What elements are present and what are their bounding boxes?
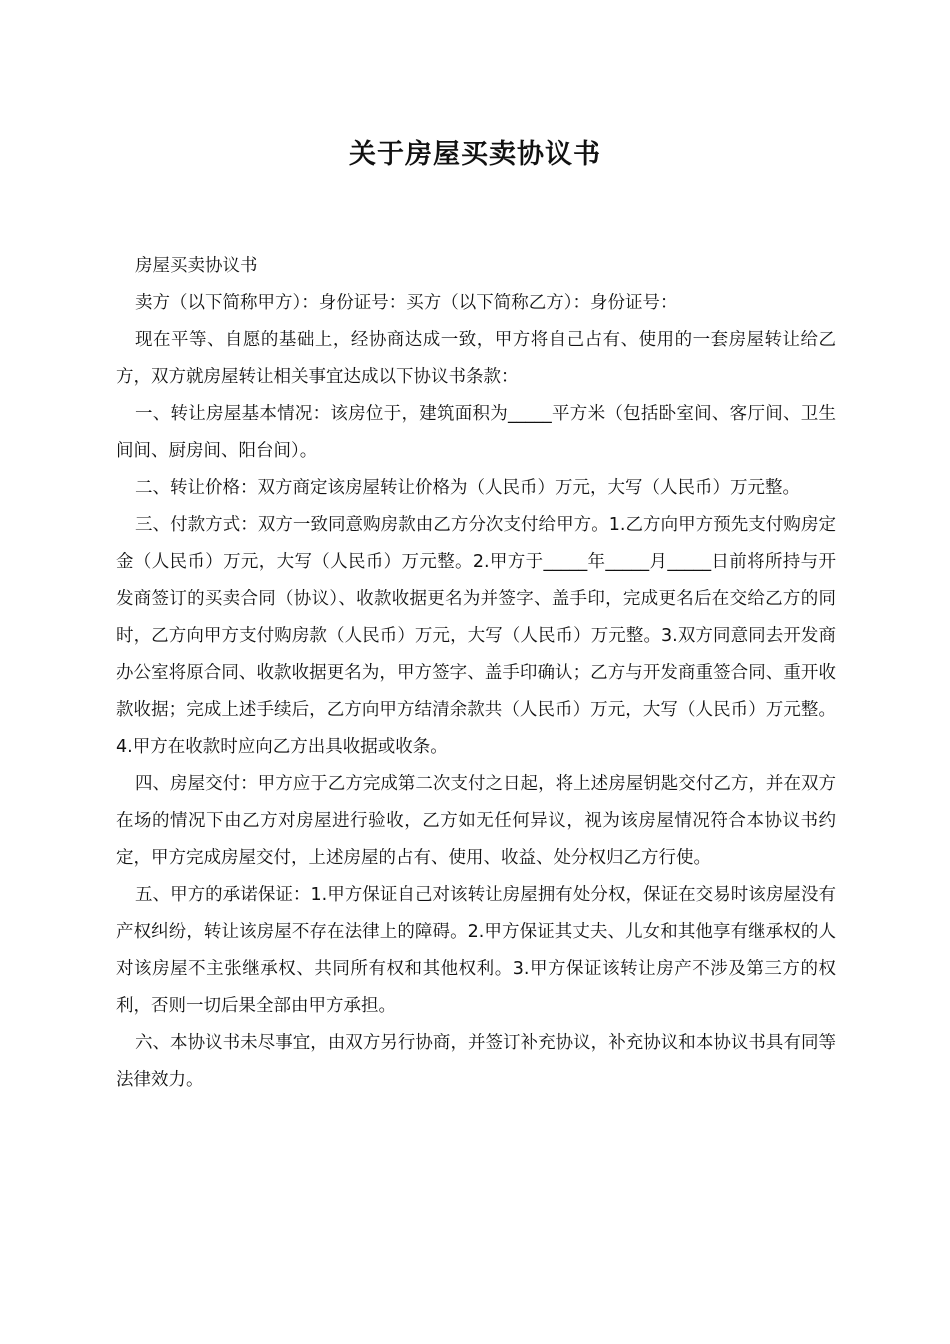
paragraph-preamble: 现在平等、自愿的基础上，经协商达成一致，甲方将自己占有、使用的一套房屋转让给乙方，双方就房屋转让相关事宜达成以下协议书条款： [116, 330, 836, 387]
paragraph-heading: 房屋买卖协议书 [135, 256, 258, 276]
clause-6-supplement: 六、本协议书未尽事宜，由双方另行协商，并签订补充协议，补充协议和本协议书具有同等法律效力。 [116, 1033, 836, 1090]
clause-5-guarantee: 五、甲方的承诺保证：1.甲方保证自己对该转让房屋拥有处分权，保证在交易时该房屋没有产权纠纷，转让该房屋不存在法律上的障碍。2.甲方保证其丈夫、儿女和其他享有继承权的人对该房屋不主张继承权、共同所有权和其他权利。3.甲方保证该转让房产不涉及第三方的权利，否则一切后果全部由甲方承担。 [116, 885, 836, 1016]
clause-4-delivery: 四、房屋交付：甲方应于乙方完成第二次支付之日起，将上述房屋钥匙交付乙方，并在双方在场的情况下由乙方对房屋进行验收，乙方如无任何异议，视为该房屋情况符合本协议书约定，甲方完成房屋交付，上述房屋的占有、使用、收益、处分权归乙方行使。 [116, 774, 836, 868]
clause-3-payment: 三、付款方式：双方一致同意购房款由乙方分次支付给甲方。1.乙方向甲方预先支付购房定金（人民币）万元，大写（人民币）万元整。2.甲方于_____年_____月_____日前将所持与开发商签订的买卖合同（协议）、收款收据更名为并签字、盖手印，完成更名后在交给乙方的同时，乙方向甲方支付购房款（人民币）万元，大写（人民币）万元整。3.双方同意同去开发商办公室将原合同、收款收据更名为，甲方签字、盖手印确认；乙方与开发商重签合同、重开收款收据；完成上述手续后，乙方向甲方结清余款共（人民币）万元，大写（人民币）万元整。4.甲方在收款时应向乙方出具收据或收条。 [116, 515, 836, 757]
clause-2-price: 二、转让价格：双方商定该房屋转让价格为（人民币）万元，大写（人民币）万元整。 [135, 478, 800, 498]
paragraph-parties: 卖方（以下简称甲方）：身份证号：买方（以下简称乙方）：身份证号： [135, 293, 678, 313]
clause-1-property-info: 一、转让房屋基本情况：该房位于，建筑面积为_____平方米（包括卧室间、客厅间、卫生间间、厨房间、阳台间）。 [116, 404, 836, 461]
document-title: 关于房屋买卖协议书 [349, 139, 601, 170]
document-body [116, 248, 836, 1099]
